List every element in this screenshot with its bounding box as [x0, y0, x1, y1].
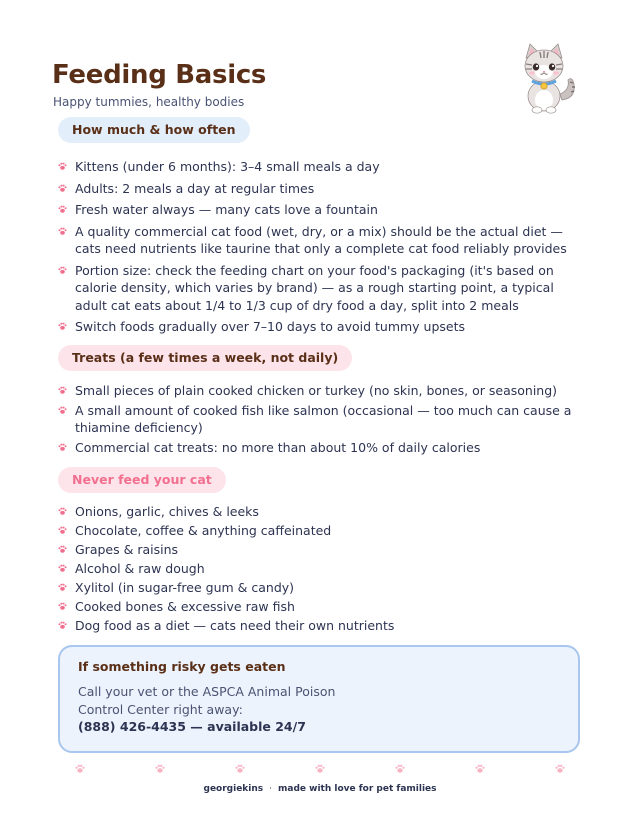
paw-icon	[155, 763, 165, 774]
footer-separator: ·	[269, 784, 273, 794]
never-list	[58, 503, 578, 635]
how-much-list	[58, 158, 578, 336]
list-item: Fresh water always — many cats love a fountain	[58, 201, 578, 219]
paw-icon	[235, 763, 245, 774]
paw-icon	[555, 763, 565, 774]
paw-icon	[75, 763, 85, 774]
paw-icon	[58, 265, 67, 275]
callout-title: If something risky gets eaten	[78, 659, 286, 674]
paw-icon	[58, 525, 67, 535]
list-item: Dog food as a diet — cats need their own nutrients	[58, 617, 578, 635]
treats-list	[58, 382, 578, 456]
list-item: Grapes & raisins	[58, 541, 578, 559]
paw-icon	[58, 226, 67, 236]
list-item: Onions, garlic, chives & leeks	[58, 503, 578, 521]
page-title: Feeding Basics	[52, 60, 267, 90]
paw-icon	[395, 763, 405, 774]
paw-icon	[58, 321, 67, 331]
section-heading-treats: Treats (a few times a week, not daily)	[58, 345, 352, 371]
paw-icon	[475, 763, 485, 774]
callout-phone: (888) 426-4435 — available 24/7	[78, 719, 306, 734]
list-item: Chocolate, coffee & anything caffeinated	[58, 522, 578, 540]
paw-icon	[58, 563, 67, 573]
list-item: Xylitol (in sugar-free gum & candy)	[58, 579, 578, 597]
list-item: Portion size: check the feeding chart on your food's packaging (it's based on calorie density, which varies by brand) — as a rough starting point, a typical adult cat eats about 1/4 to 1/3 cup of dry food a day, split into 2 meals	[58, 262, 578, 315]
page-subtitle: Happy tummies, healthy bodies	[53, 95, 245, 109]
paw-icon	[58, 582, 67, 592]
callout-text: Call your vet or the ASPCA Animal Poison Control Center right away:	[78, 684, 336, 717]
emergency-callout	[58, 645, 580, 753]
paw-icon	[58, 161, 67, 171]
list-item: Small pieces of plain cooked chicken or turkey (no skin, bones, or seasoning)	[58, 382, 578, 400]
section-heading-how-much: How much & how often	[58, 117, 250, 143]
paw-icon	[58, 204, 67, 214]
footer-brand: georgiekins	[203, 784, 264, 794]
paw-icon	[58, 506, 67, 516]
paw-icon	[58, 620, 67, 630]
paw-icon	[58, 385, 67, 395]
section-heading-never: Never feed your cat	[58, 467, 226, 493]
paw-icon	[58, 544, 67, 554]
paw-icon	[58, 183, 67, 193]
cat-mascot-icon	[510, 40, 582, 116]
list-item: Commercial cat treats: no more than about 10% of daily calories	[58, 439, 578, 457]
list-item: Cooked bones & excessive raw fish	[58, 598, 578, 616]
paw-icon	[58, 442, 67, 452]
paw-divider	[0, 763, 640, 775]
footer-tagline: made with love for pet families	[278, 784, 437, 794]
paw-icon	[58, 405, 67, 415]
list-item: Kittens (under 6 months): 3–4 small meals a day	[58, 158, 578, 176]
paw-icon	[315, 763, 325, 774]
list-item: A quality commercial cat food (wet, dry, or a mix) should be the actual diet — cats need nutrients like taurine that only a complete cat food reliably provides	[58, 223, 578, 258]
footer	[0, 784, 640, 794]
list-item: Switch foods gradually over 7–10 days to avoid tummy upsets	[58, 318, 578, 336]
paw-icon	[58, 601, 67, 611]
list-item: Alcohol & raw dough	[58, 560, 578, 578]
list-item: A small amount of cooked fish like salmon (occasional — too much can cause a thiamine deficiency)	[58, 402, 578, 437]
list-item: Adults: 2 meals a day at regular times	[58, 180, 578, 198]
